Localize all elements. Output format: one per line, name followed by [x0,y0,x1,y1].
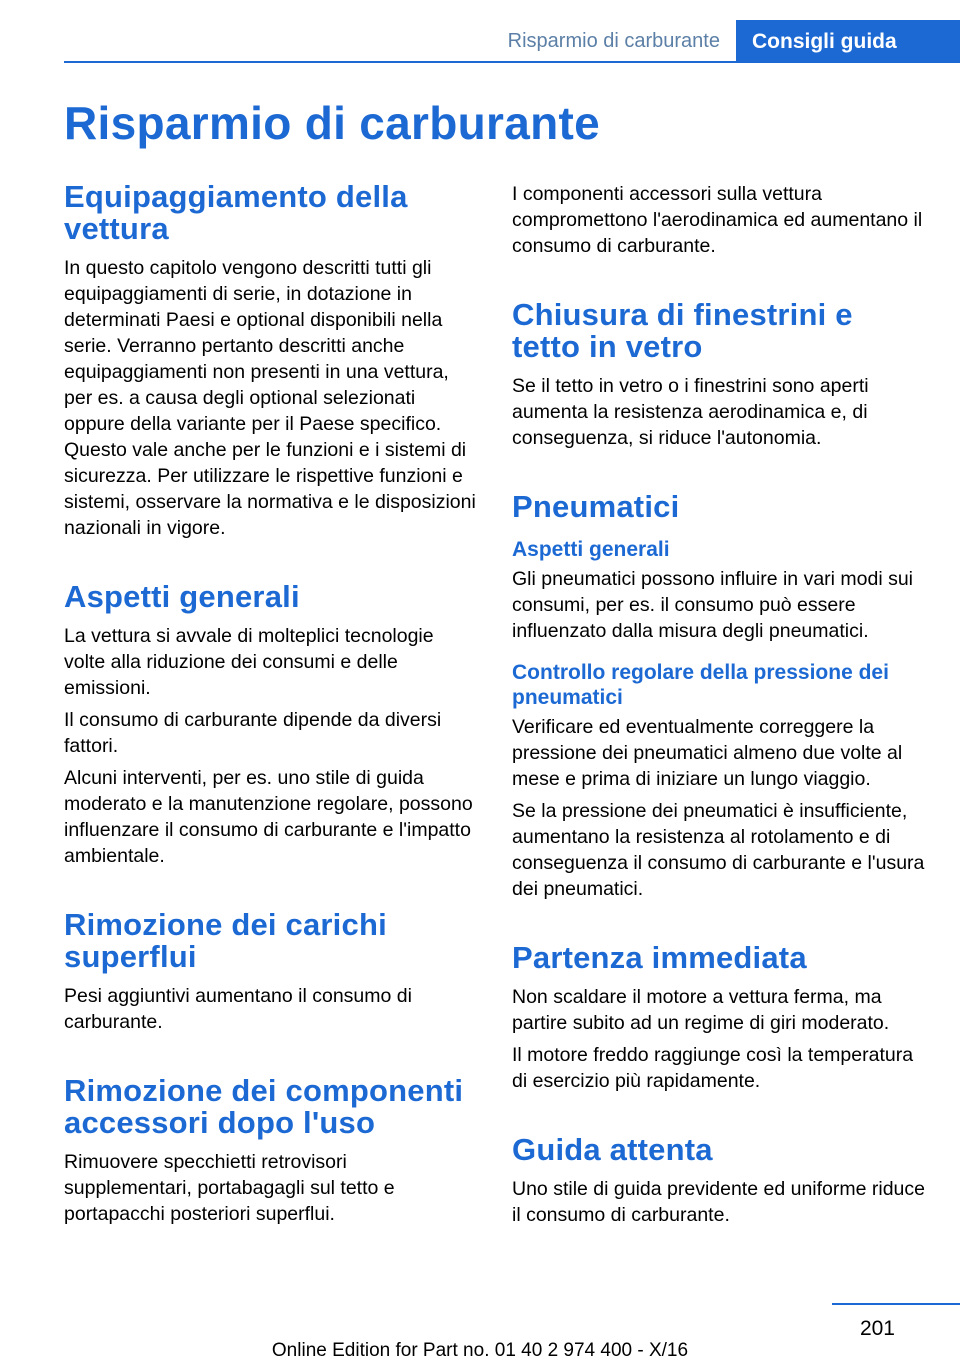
section-title-finestrini: Chiusura di finestrini e tetto in vetro [512,297,853,364]
section-title-pneumatici: Pneumatici [512,489,680,524]
section-text-guida-attenta: Uno stile di guida previdente ed uniforme riduce il consumo di carburante. [512,1178,925,1226]
section-title-carichi-superflui: Rimozione dei carichi superflui [64,907,387,974]
section-title-componenti-accessori: Rimozione dei componenti accessori dopo l'uso [64,1073,464,1140]
section-text-equipaggiamento: In questo capitolo vengono descritti tutti gli equipaggiamenti di serie, in dotazione in determinati Paesi e optional disponibili nella serie. Verranno pertanto descritti anche equipaggiamenti non presenti in una vettura, per es. a causa degli optional selezionati oppure della variante per il Paese specifico. Questo vale anche per le funzioni e i sistemi di sicurezza. Per utilizzare le rispettive funzioni e sistemi, osservare la normativa e le disposizioni nazionali in vigore. [64,257,476,539]
edition-note: Online Edition for Part no. 01 40 2 974 400 - X/16 [271,1340,689,1361]
subsection-title-aspetti-generali: Aspetti generali [512,538,670,561]
section-title-partenza: Partenza immediata [512,940,807,975]
header-chapter-tab [736,20,960,62]
section-title-guida-attenta: Guida attenta [512,1132,713,1167]
partenza-p2: Il motore freddo raggiunge così la temperatura di esercizio più rapidamente. [512,1044,914,1092]
subsection-title-pressione: Controllo regolare della pressione dei pneumatici [512,661,889,709]
header-section-label: Risparmio di carburante [507,30,720,52]
page-title: Risparmio di carburante [64,97,601,149]
subsection-text-aspetti-generali: Gli pneumatici possono influire in vari modi sui consumi, per es. il consumo può essere influenzato dalla misura degli pneumatici. [512,568,914,642]
left-column [64,181,480,1233]
right-column [512,181,928,1234]
pressione-p1: Verificare ed eventualmente correggere la pressione dei pneumatici almeno due volte al mese e prima di iniziare un lungo viaggio. [512,716,903,790]
aspetti-generali-p2: Il consumo di carburante dipende da diversi fattori. [64,709,442,757]
pressione-p2: Se la pressione dei pneumatici è insufficiente, aumentano la resistenza al rotolamento e di conseguenza il consumo di carburante e l'usura dei pneumatici. [512,800,925,900]
section-text-finestrini: Se il tetto in vetro o i finestrini sono aperti aumenta la resistenza aerodinamica e, di conseguenza, si riduce l'autonomia. [512,375,869,449]
aspetti-generali-p3: Alcuni interventi, per es. uno stile di guida moderato e la manutenzione regolare, possono influenzare il consumo di carburante e l'impatto ambientale. [64,767,473,867]
section-text-componenti-accessori: Rimuovere specchietti retrovisori supplementari, portabagagli sul tetto e portapacchi posteriori superflui. [64,1151,395,1225]
section-title-aspetti-generali: Aspetti generali [64,579,300,614]
aspetti-generali-p1: La vettura si avvale di molteplici tecnologie volte alla riduzione dei consumi e delle emissioni. [64,625,434,699]
header-chapter-label: Consigli guida [752,30,897,53]
page-number: 201 [859,1317,895,1340]
componenti-accessori-continued: I componenti accessori sulla vettura compromettono l'aerodinamica ed aumentano il consumo di carburante. [512,183,923,257]
footer-rule [832,1303,960,1305]
partenza-p1: Non scaldare il motore a vettura ferma, ma partire subito ad un regime di giri moderato. [512,986,890,1034]
section-title-equipaggiamento: Equipaggiamento della vettura [64,179,408,246]
header-rule [64,61,960,63]
page-header [0,0,960,70]
section-text-carichi-superflui: Pesi aggiuntivi aumentano il consumo di carburante. [64,985,412,1033]
